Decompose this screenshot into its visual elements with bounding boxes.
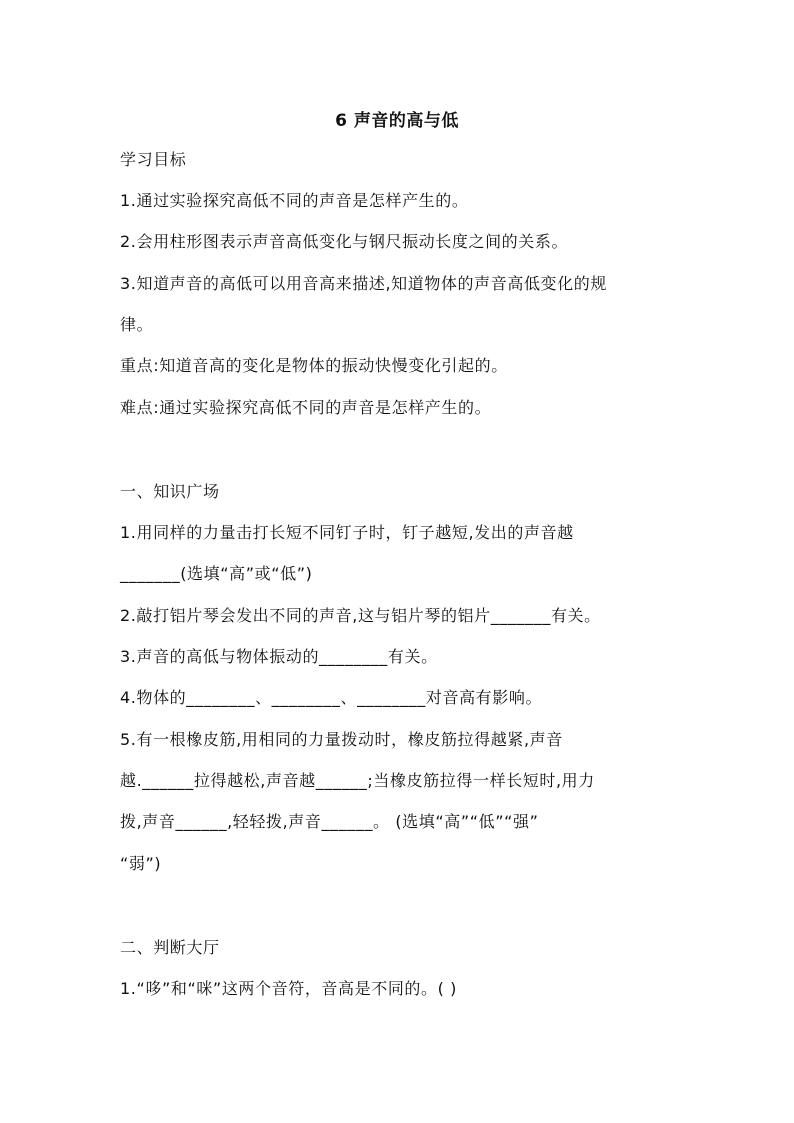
question-5-line-1: 5.有一根橡皮筋,用相同的力量拨动时，橡皮筋拉得越紧,声音 [120,730,563,749]
page-title: 6 声音的高与低 [335,111,459,131]
section-2-heading: 二、判断大厅 [120,938,220,957]
objectives-heading: 学习目标 [120,150,187,169]
question-1-line-1: 1.用同样的力量击打长短不同钉子时，钉子越短,发出的声音越 [120,523,574,542]
judgement-question-1: 1.“哆”和“咪”这两个音符，音高是不同的。( ) [120,979,457,998]
question-5-line-2: 越.______拉得越松,声音越______;当橡皮筋拉得一样长短时,用力 [120,771,595,790]
question-1-line-2: _______(选填“高”或“低”) [120,564,313,583]
objective-item-2: 2.会用柱形图表示声音高低变化与钢尺振动长度之间的关系。 [120,232,569,251]
objective-item-3-line-1: 3.知道声音的高低可以用音高来描述,知道物体的声音高低变化的规 [120,274,607,293]
objective-item-1: 1.通过实验探究高低不同的声音是怎样产生的。 [120,191,469,210]
objective-item-3-line-2: 律。 [120,315,154,334]
question-4: 4.物体的________、________、________对音高有影响。 [120,688,543,707]
question-3: 3.声音的高低与物体振动的________有关。 [120,647,438,666]
question-5-line-3: 拨,声音______,轻轻拨,声音______。 (选填“高”“低”“强” [120,812,539,831]
difficulty-point: 难点:通过实验探究高低不同的声音是怎样产生的。 [120,398,492,417]
question-2: 2.敲打铝片琴会发出不同的声音,这与铝片琴的铝片_______有关。 [120,606,601,625]
question-5-line-4: “弱”) [120,854,162,873]
key-point: 重点:知道音高的变化是物体的振动快慢变化引起的。 [120,356,508,375]
section-1-heading: 一、知识广场 [120,482,220,501]
